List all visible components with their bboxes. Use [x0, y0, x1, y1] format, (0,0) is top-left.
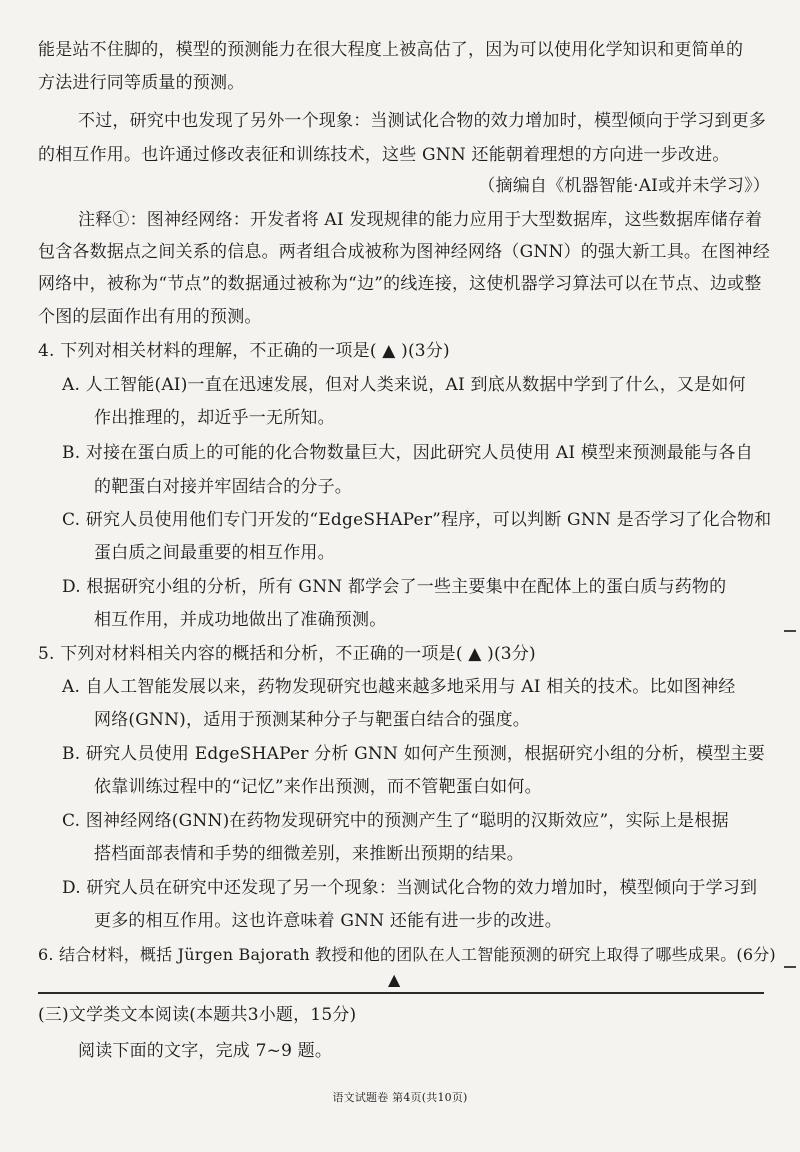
passage-text: 能是站不住脚的，模型的预测能力在很大程度上被高估了，因为可以使用化学知识和更简单的	[38, 40, 744, 60]
option-4a: A. 人工智能(AI)一直在迅速发展，但对人类来说，AI 到底从数据中学到了什么，又是如何	[62, 375, 746, 395]
option-5c: 搭档面部表情和手势的细微差别，来推断出预期的结果。	[94, 844, 524, 864]
option-5d: 更多的相互作用。这也许意味着 GNN 还能有进一步的改进。	[94, 911, 562, 931]
option-5d: D. 研究人员在研究中还发现了另一个现象：当测试化合物的效力增加时，模型倾向于学习到	[62, 878, 758, 898]
footnote: 个图的层面作出有用的预测。	[38, 307, 262, 327]
footnote: 注释①：图神经网络：开发者将 AI 发现规律的能力应用于大型数据库，这些数据库储存着	[78, 210, 763, 230]
option-4d: 相互作用，并成功地做出了准确预测。	[94, 610, 387, 630]
footnote: 网络中，被称为“节点”的数据通过被称为“边”的线连接，这使机器学习算法可以在节点、边或整	[38, 274, 762, 294]
option-4a: 作出推理的，却近乎一无所知。	[94, 408, 335, 428]
answer-rule-divider	[38, 992, 764, 994]
option-5a: A. 自人工智能发展以来，药物发现研究也越来越多地采用与 AI 相关的技术。比如图神经	[62, 677, 736, 697]
passage-text: 方法进行同等质量的预测。	[38, 73, 245, 93]
page-footer: 语文试题卷 第4页(共10页)	[332, 1091, 468, 1104]
margin-mark	[784, 630, 796, 632]
option-5a: 网络(GNN)，适用于预测某种分子与靶蛋白结合的强度。	[94, 710, 530, 730]
footnote: 包含各数据点之间关系的信息。两者组合成被称为图神经网络（GNN）的强大新工具。在图神经	[38, 242, 770, 262]
section-heading: (三)文学类文本阅读(本题共3小题，15分)	[38, 1005, 357, 1025]
option-5b: 依靠训练过程中的“记忆”来作出预测，而不管靶蛋白如何。	[94, 777, 542, 797]
question-4-stem: 4. 下列对相关材料的理解，不正确的一项是( ▲ )(3分)	[38, 341, 450, 361]
option-4b: 的靶蛋白对接并牢固结合的分子。	[94, 477, 352, 497]
option-4c: C. 研究人员使用他们专门开发的“EdgeSHAPer”程序，可以判断 GNN 是否学习了化合物和	[62, 510, 772, 530]
question-6-stem: 6. 结合材料，概括 Jürgen Bajorath 教授和他的团队在人工智能预测的研究上取得了哪些成果。(6分)	[38, 945, 776, 964]
section-instruction: 阅读下面的文字，完成 7~9 题。	[78, 1041, 333, 1061]
source-citation: （摘编自《机器智能·AI或并未学习》）	[478, 176, 770, 196]
option-4c: 蛋白质之间最重要的相互作用。	[94, 543, 335, 563]
option-5b: B. 研究人员使用 EdgeSHAPer 分析 GNN 如何产生预测，根据研究小组的分析，模型主要	[62, 744, 765, 764]
passage-text: 的相互作用。也许通过修改表征和训练技术，这些 GNN 还能朝着理想的方向进一步改进。	[38, 145, 730, 165]
passage-text: 不过，研究中也发现了另外一个现象：当测试化合物的效力增加时，模型倾向于学习到更多	[78, 111, 766, 131]
option-4b: B. 对接在蛋白质上的可能的化合物数量巨大，因此研究人员使用 AI 模型来预测最能与各自	[62, 443, 753, 463]
answer-area-mark: ▲	[388, 970, 401, 989]
question-5-stem: 5. 下列对材料相关内容的概括和分析，不正确的一项是( ▲ )(3分)	[38, 644, 536, 664]
option-4d: D. 根据研究小组的分析，所有 GNN 都学会了一些主要集中在配体上的蛋白质与药物的	[62, 577, 727, 597]
option-5c: C. 图神经网络(GNN)在药物发现研究中的预测产生了“聪明的汉斯效应”，实际上是根据	[62, 811, 729, 831]
margin-mark	[784, 966, 796, 968]
